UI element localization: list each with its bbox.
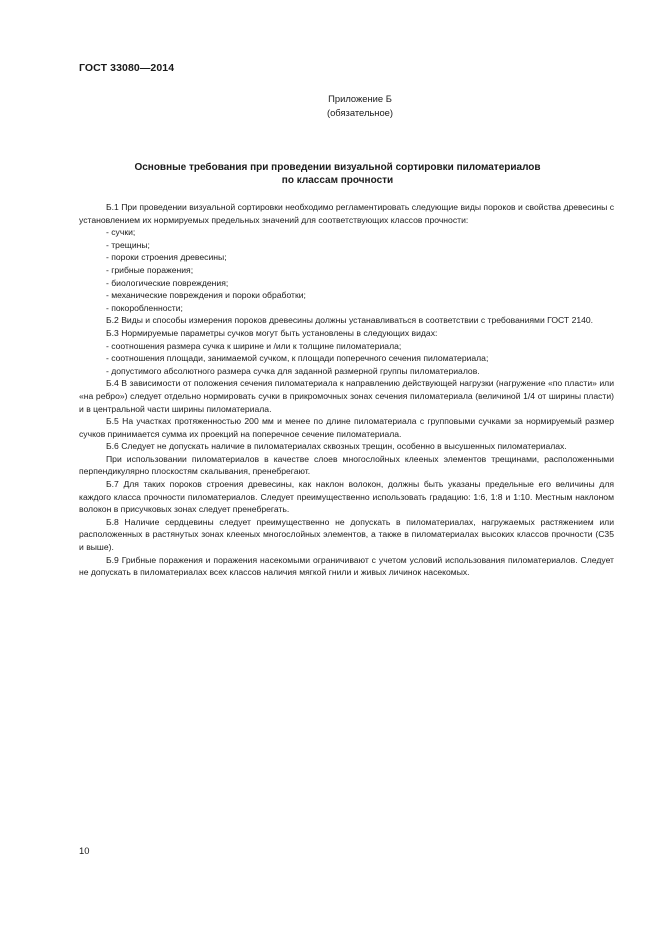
page-number: 10 [79, 845, 90, 856]
paragraph-b9: Б.9 Грибные поражения и поражения насекомыми ограничивают с учетом условий использования пиломатериалов. Следует не допускать в пиломатериалах всех классов наличия мягкой гнили и живых личинок насекомых. [79, 554, 614, 578]
paragraph-b6-extra: При использовании пиломатериалов в качестве слоев многослойных клееных элементов трещинами, расположенными перпендикулярно плоскостям скалывания, пренебрегают. [79, 453, 614, 477]
appendix-heading [260, 92, 460, 120]
list-item: - пороки строения древесины; [106, 252, 227, 263]
paragraph-b4: Б.4 В зависимости от положения сечения пиломатериала к направлению действующей нагрузки (нагружение «по пласти» или «на ребро») следует отдельно нормировать сучки в прикромочных зонах сечения пиломатериала (величиной 1/4 от ширины пласти) и в центральной части ширины пиломатериала. [79, 378, 614, 414]
body-text [79, 201, 614, 579]
list-item: - соотношения площади, занимаемой сучком, к площади поперечного сечения пиломатериала; [106, 353, 489, 364]
paragraph-b5: Б.5 На участках протяженностью 200 мм и менее по длине пиломатериала с групповыми сучками за нормируемый размер сучков принимается сумма их проекций на поперечное сечение пиломатериала. [79, 416, 614, 439]
list-item: - механические повреждения и пороки обработки; [106, 290, 306, 301]
document-code: ГОСТ 33080—2014 [79, 62, 175, 74]
paragraph-b7: Б.7 Для таких пороков строения древесины, как наклон волокон, должны быть указаны предельные его величины для каждого класса прочности пиломатериалов. Следует преимущественно использовать градацию: 1:6, 1:8 и 1:10. Местным наклоном волокон в присучковых зонах следует пренебрегать. [79, 479, 614, 515]
paragraph-b8: Б.8 Наличие сердцевины следует преимущественно не допускать в пиломатериалах, нагружаемых растяжением или расположенных в растянутых зонах клееных многослойных элементов, а также в пиломатериалах высоких классов прочности (С35 и выше). [79, 516, 614, 553]
paragraph-b1: Б.1 При проведении визуальной сортировки необходимо регламентировать следующие виды пороков и свойства древесины с установлением их нормируемых предельных значений для соответствующих классов прочности: [79, 202, 614, 225]
section-title [79, 161, 596, 187]
paragraph-b3: Б.3 Нормируемые параметры сучков могут быть установлены в следующих видах: [106, 327, 438, 338]
list-item: - грибные поражения; [106, 264, 194, 275]
appendix-title: Приложение Б [328, 93, 392, 104]
list-item: - биологические повреждения; [106, 277, 229, 288]
list-item: - покоробленности; [106, 302, 183, 313]
paragraph-b6: Б.6 Следует не допускать наличие в пиломатериалах сквозных трещин, особенно в высушенных пиломатериалах. [106, 441, 567, 452]
list-item: - допустимого абсолютного размера сучка для заданной размерной группы пиломатериалов. [106, 365, 480, 376]
list-item: - сучки; [106, 227, 136, 238]
appendix-status: (обязательное) [326, 107, 394, 118]
list-item: - соотношения размера сучка к ширине и /или к толщине пиломатериала; [106, 340, 402, 351]
paragraph-b2: Б.2 Виды и способы измерения пороков древесины должны устанавливаться в соответствии с требованиями ГОСТ 2140. [106, 315, 594, 326]
section-title-line-1: Основные требования при проведении визуальной сортировки пиломатериалов [134, 162, 541, 173]
list-item: - трещины; [106, 239, 150, 250]
section-title-line-2: по классам прочности [281, 175, 394, 186]
